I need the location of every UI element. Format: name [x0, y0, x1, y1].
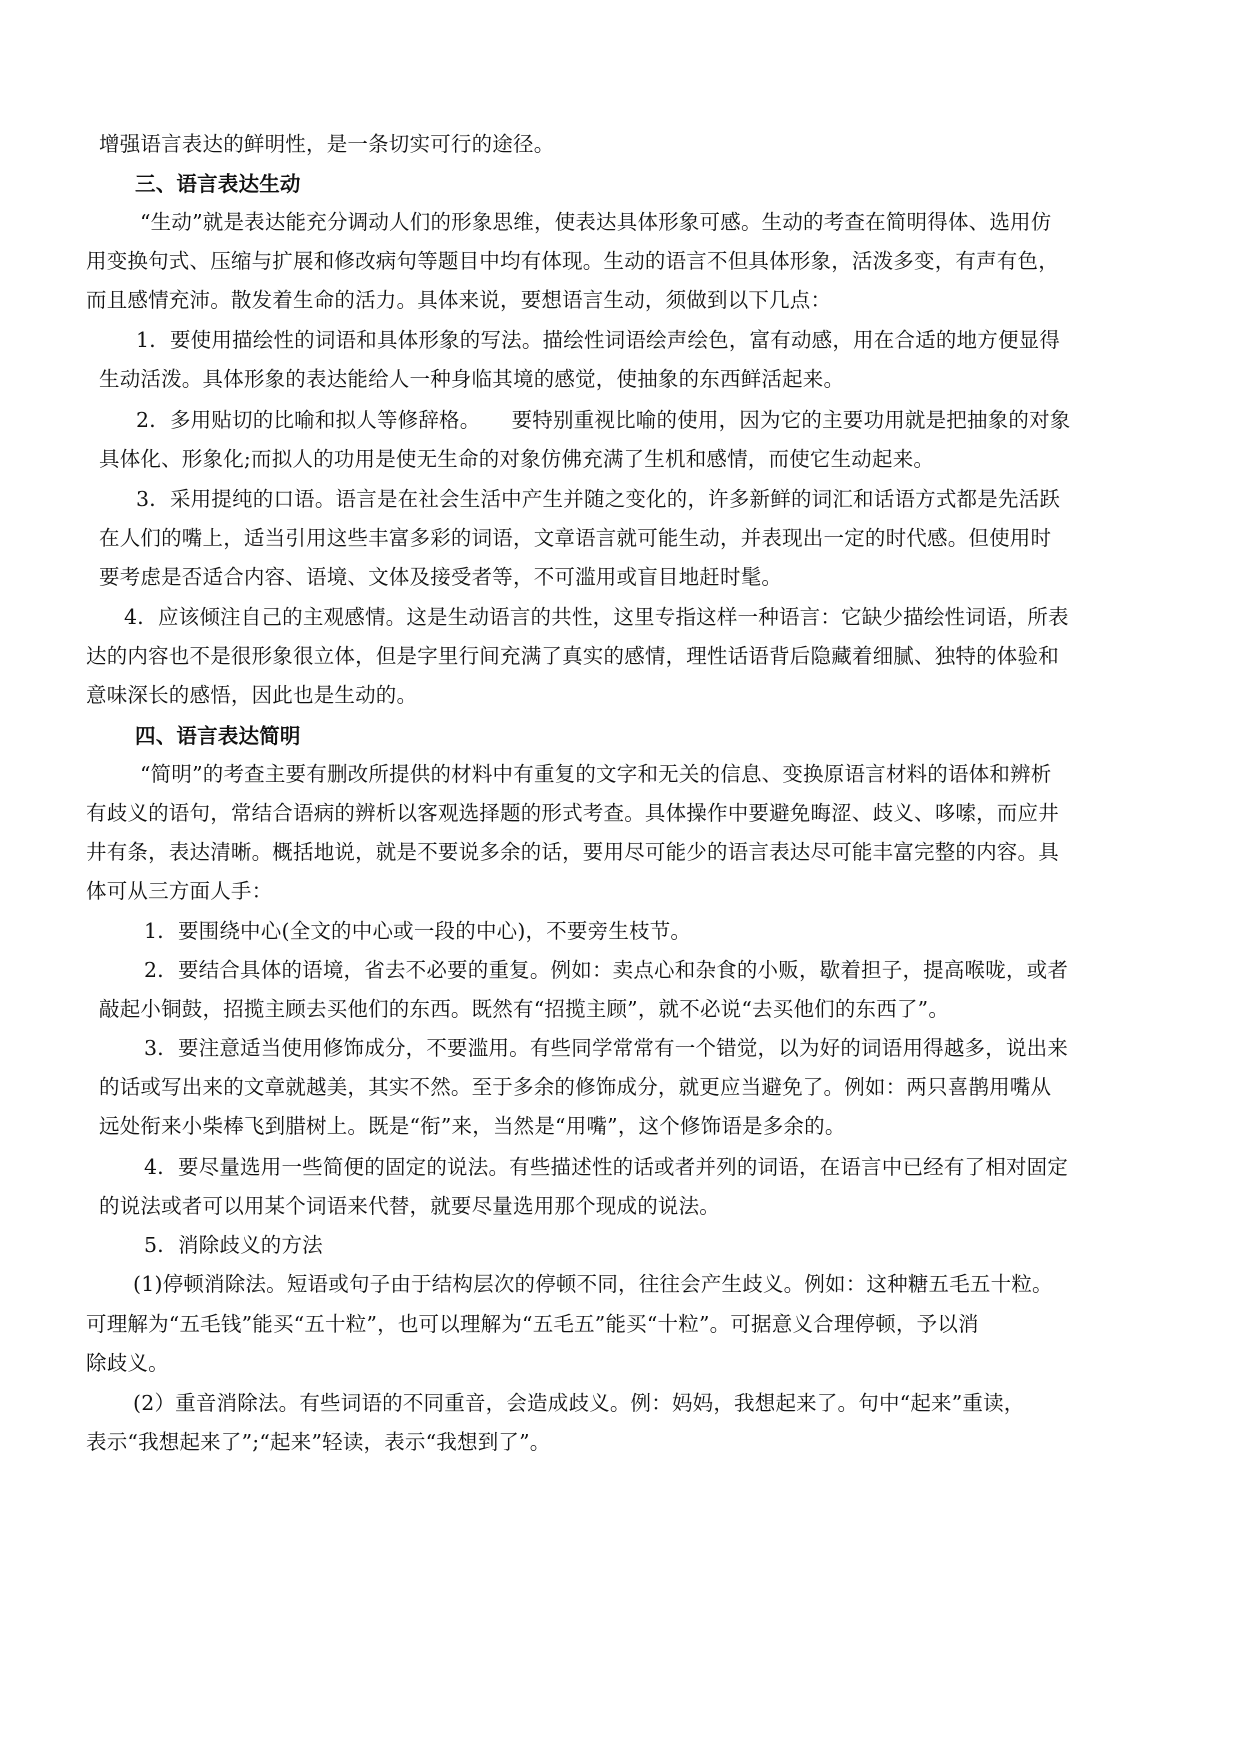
text-line: (2）重音消除法。有些词语的不同重音，会造成歧义。例：妈妈，我想起来了。句中“起来”重读，: [133, 1391, 1025, 1415]
text-line: 4．应该倾注自己的主观感情。这是生动语言的共性，这里专指这样一种语言：它缺少描绘性词语，所表: [124, 605, 1069, 629]
text-line: 3．采用提纯的口语。语言是在社会生活中产生并随之变化的，许多新鲜的词汇和话语方式都是先活跃: [136, 487, 1061, 511]
text-line: 要考虑是否适合内容、语境、文体及接受者等，不可滥用或盲目地赶时髦。: [99, 565, 783, 589]
text-line: 在人们的嘴上，适当引用这些丰富多彩的词语，文章语言就可能生动，并表现出一定的时代感。但使用时: [99, 526, 1052, 550]
text-line: 的说法或者可以用某个词语来代替，就要尽量选用那个现成的说法。: [99, 1194, 720, 1218]
text-line: 井有条，表达清晰。概括地说，就是不要说多余的话，要用尽可能少的语言表达尽可能丰富完整的内容。具: [86, 840, 1059, 864]
text-line: 意味深长的感悟，因此也是生动的。: [86, 683, 418, 707]
text-line: 2．要结合具体的语境，省去不必要的重复。例如：卖点心和杂食的小贩，歇着担子，提高喉咙，或者: [144, 958, 1069, 982]
text-line: 而且感情充沛。散发着生命的活力。具体来说，要想语言生动，须做到以下几点：: [86, 288, 832, 312]
text-line: “生动”就是表达能充分调动人们的形象思维，使表达具体形象可感。生动的考查在简明得体、选用仿: [140, 210, 1052, 234]
section-heading: 三、语言表达生动: [135, 172, 301, 196]
text-line: 2．多用贴切的比喻和拟人等修辞格。 要特别重视比喻的使用，因为它的主要功用就是把抽象的对象: [136, 408, 1071, 432]
text-line: 有歧义的语句，常结合语病的辨析以客观选择题的形式考查。具体操作中要避免晦涩、歧义、哆嗦，而应井: [86, 801, 1059, 825]
text-line: 3．要注意适当使用修饰成分，不要滥用。有些同学常常有一个错觉，以为好的词语用得越多，说出来: [144, 1036, 1069, 1060]
text-line: 体可从三方面人手：: [86, 879, 273, 903]
text-line: 用变换句式、压缩与扩展和修改病句等题目中均有体现。生动的语言不但具体形象，活泼多变，有声有色，: [86, 249, 1059, 273]
text-line: 的话或写出来的文章就越美，其实不然。至于多余的修饰成分，就更应当避免了。例如：两只喜鹊用嘴从: [99, 1075, 1052, 1099]
text-line: 生动活泼。具体形象的表达能给人一种身临其境的感觉，使抽象的东西鲜活起来。: [99, 367, 845, 391]
text-line: 1．要使用描绘性的词语和具体形象的写法。描绘性词语绘声绘色，富有动感，用在合适的地方便显得: [136, 328, 1061, 352]
section-heading: 四、语言表达简明: [135, 724, 301, 748]
text-line: 远处衔来小柴棒飞到腊树上。既是“衔”来，当然是“用嘴”，这个修饰语是多余的。: [99, 1114, 846, 1138]
text-line: 敲起小铜鼓，招揽主顾去买他们的东西。既然有“招揽主顾”，就不必说“去买他们的东西了”。: [99, 997, 950, 1021]
text-line: “简明”的考查主要有删改所提供的材料中有重复的文字和无关的信息、变换原语言材料的语体和辨析: [140, 762, 1052, 786]
text-line: 4．要尽量选用一些简便的固定的说法。有些描述性的话或者并列的词语，在语言中已经有了相对固定: [144, 1155, 1069, 1179]
text-line: 可理解为“五毛钱”能买“五十粒”，也可以理解为“五毛五”能买“十粒”。可据意义合理停顿，予以消: [86, 1312, 979, 1336]
text-line: 1．要围绕中心(全文的中心或一段的中心)，不要旁生枝节。: [144, 919, 692, 943]
text-line: 具体化、形象化;而拟人的功用是使无生命的对象仿佛充满了生机和感情，而使它生动起来。: [99, 447, 935, 471]
text-line: 除歧义。: [86, 1351, 169, 1375]
text-line: 达的内容也不是很形象很立体，但是字里行间充满了真实的感情，理性话语背后隐藏着细腻、独特的体验和: [86, 644, 1059, 668]
text-line: (1)停顿消除法。短语或句子由于结构层次的停顿不同，往往会产生歧义。例如：这种糖五毛五十粒。: [133, 1272, 1053, 1296]
text-line: 5．消除歧义的方法: [144, 1233, 323, 1257]
text-line: 表示“我想起来了”;“起来”轻读，表示“我想到了”。: [86, 1430, 551, 1454]
text-line: 增强语言表达的鲜明性，是一条切实可行的途径。: [99, 132, 555, 156]
